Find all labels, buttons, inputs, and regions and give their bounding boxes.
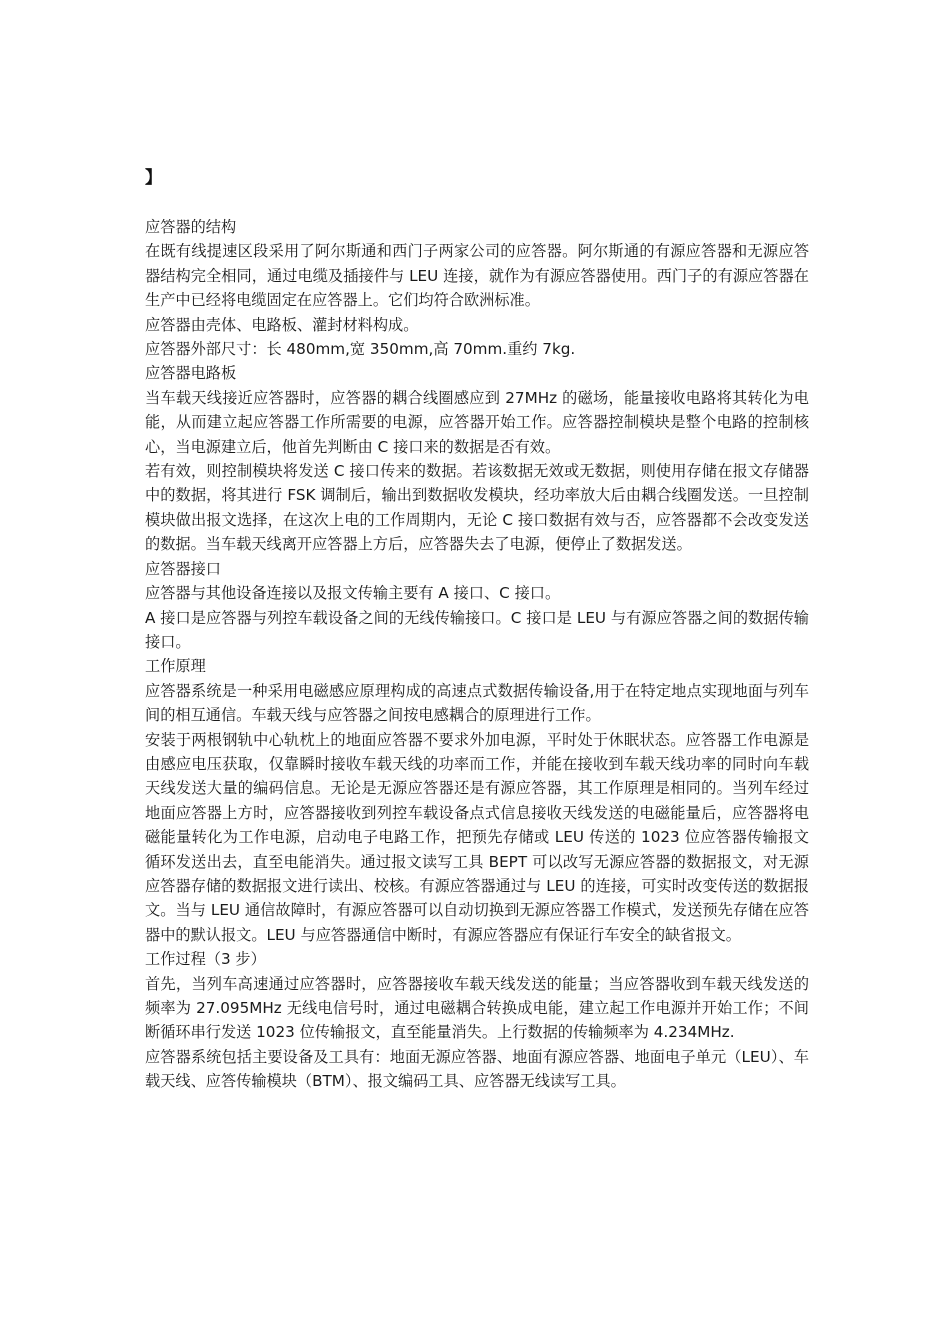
paragraph-interface-definitions: A 接口是应答器与列控车载设备之间的无线传输接口。C 接口是 LEU 与有源应答器之间的数据传输接口。 <box>145 608 809 651</box>
paragraph-principle-detail: 安装于两根钢轨中心轨枕上的地面应答器不要求外加电源，平时处于休眠状态。应答器工作电源是由感应电压获取，仅靠瞬时接收车载天线的功率而工作，并能在接收到车载天线功率的同时向车载天线发送大量的编码信息。无论是无源应答器还是有源应答器，其工作原理是相同的。当列车经过地面应答器上方时，应答器接收到列控车载设备点式信息接收天线发送的电磁能量后，应答器将电磁能量转化为工作电源，启动电子电路工作，把预先存储或 LEU 传送的 1023 位应答器传输报文循环发送出去，直至电能消失。通过报文读写工具 BEPT 可以改写无源应答器的数据报文，对无源应答器存储的数据报文进行读出、校核。有源应答器通过与 LEU 的连接，可实时改变传送的数据报文。当与 LEU 通信故障时，有源应答器可以自动切换到无源应答器工作模式，发送预先存储在应答器中的默认报文。LEU 与应答器通信中断时，有源应答器应有保证行车安全的缺省报文。 <box>145 730 809 944</box>
paragraph-interfaces: 应答器与其他设备连接以及报文传输主要有 A 接口、C 接口。 <box>145 584 561 603</box>
paragraph-data-selection: 若有效，则控制模块将发送 C 接口传来的数据。若该数据无效或无数据，则使用存储在报文存储器中的数据，将其进行 FSK 调制后，输出到数据收发模块，经功率放大后由耦合线圈发送。一旦控制模块做出报文选择，在这次上电的工作周期内，无论 C 接口数据有效与否，应答器都不会改变发送的数据。当车载天线离开应答器上方后，应答器失去了电源，便停止了数据发送。 <box>145 462 809 554</box>
paragraph-process-detail: 首先，当列车高速通过应答器时，应答器接收车载天线发送的能量；当应答器收到车载天线发送的频率为 27.095MHz 无线电信号时，通过电磁耦合转换成电能，建立起工作电源并开始工作；不间断循环串行发送 1023 位传输报文，直至能量消失。上行数据的传输频率为 4.234MHz. <box>145 974 809 1042</box>
paragraph-manufacturers: 在既有线提速区段采用了阿尔斯通和西门子两家公司的应答器。阿尔斯通的有源应答器和无源应答器结构完全相同，通过电缆及插接件与 LEU 连接，就作为有源应答器使用。西门子的有源应答器在生产中已经将电缆固定在应答器上。它们均符合欧洲标准。 <box>145 242 809 310</box>
heading-principle: 工作原理 <box>145 657 206 676</box>
paragraph-circuit-operation: 当车载天线接近应答器时，应答器的耦合线圈感应到 27MHz 的磁场，能量接收电路将其转化为电能，从而建立起应答器工作所需要的电源，应答器开始工作。应答器控制模块是整个电路的控制核心，当电源建立后，他首先判断由 C 接口来的数据是否有效。 <box>145 388 809 456</box>
heading-interface: 应答器接口 <box>145 559 221 578</box>
paragraph-composition: 应答器由壳体、电路板、灌封材料构成。 <box>145 315 419 334</box>
paragraph-equipment-list: 应答器系统包括主要设备及工具有：地面无源应答器、地面有源应答器、地面电子单元（LEU）、车载天线、应答传输模块（BTM）、报文编码工具、应答器无线读写工具。 <box>145 1047 809 1091</box>
paragraph-system-overview: 应答器系统是一种采用电磁感应原理构成的高速点式数据传输设备,用于在特定地点实现地面与列车间的相互通信。车载天线与应答器之间按电感耦合的原理进行工作。 <box>145 681 809 725</box>
document-body <box>145 215 809 1094</box>
stray-bracket: 】 <box>145 168 162 188</box>
heading-circuit-board: 应答器电路板 <box>145 364 237 383</box>
paragraph-dimensions: 应答器外部尺寸：长 480mm,宽 350mm,高 70mm.重约 7kg. <box>145 340 576 359</box>
heading-process: 工作过程（3 步） <box>145 950 266 969</box>
heading-structure: 应答器的结构 <box>145 218 237 236</box>
